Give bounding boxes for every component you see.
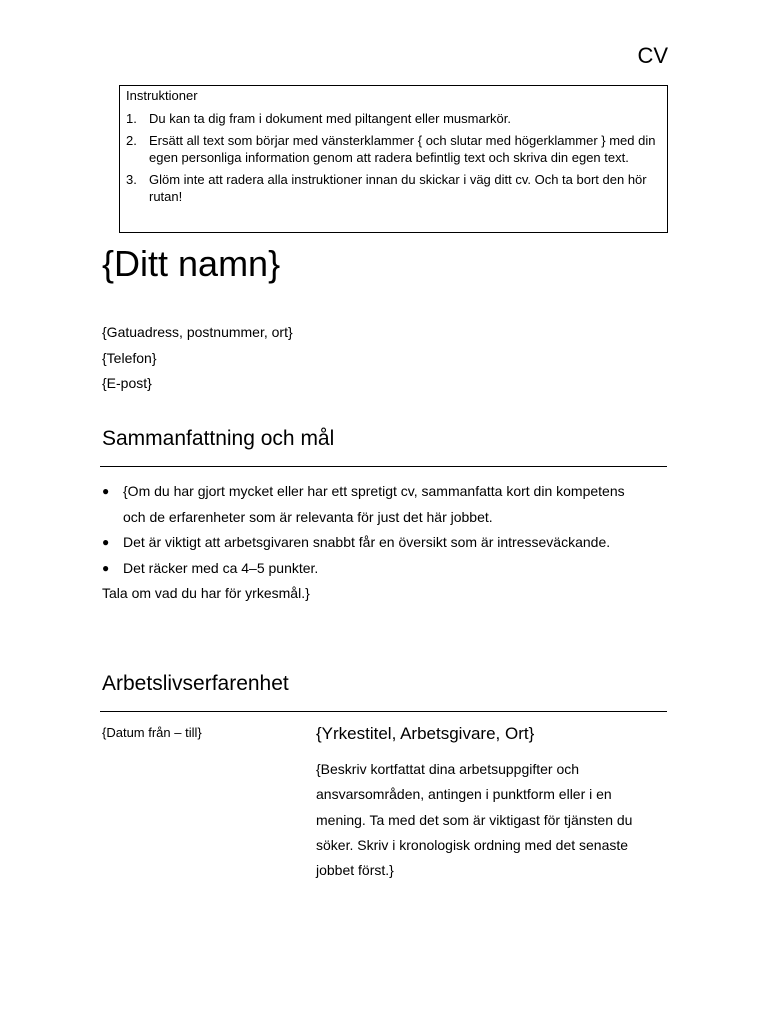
summary-bullet-text[interactable]: Det räcker med ca 4–5 punkter. — [123, 559, 319, 576]
instruction-item — [126, 171, 659, 205]
summary-divider — [100, 466, 667, 467]
instructions-box — [119, 85, 668, 233]
bullet-icon: ● — [102, 484, 110, 498]
cv-header-label: CV — [637, 43, 668, 68]
experience-description[interactable]: {Beskriv kortfattat dina arbetsuppgifter och ansvarsområden, antingen i punktform eller i en mening. Ta med det som är viktigast för tjänsten du söker. Skriv i kronologisk ordning med det senaste jobbet först.} — [316, 761, 633, 879]
instruction-item — [126, 132, 659, 166]
summary-bullet-text[interactable]: Det är viktigt att arbetsgivaren snabbt får en översikt som är intresseväckande. — [123, 534, 611, 550]
experience-divider — [100, 711, 667, 712]
instruction-number: 3. — [126, 172, 137, 187]
list-item — [102, 556, 642, 582]
summary-bullet-text[interactable]: {Om du har gjort mycket eller har ett spretigt cv, sammanfatta kort din kompetens och de erfarenheter som är relevanta för just det här jobbet. — [123, 483, 625, 525]
contact-phone[interactable]: {Telefon} — [102, 349, 157, 366]
contact-email[interactable]: {E-post} — [102, 375, 152, 391]
summary-section — [102, 479, 642, 607]
instructions-title: Instruktioner — [126, 88, 198, 103]
experience-date[interactable]: {Datum från – till} — [102, 725, 202, 740]
experience-heading: Arbetslivserfarenhet — [102, 672, 289, 695]
applicant-name[interactable]: {Ditt namn} — [102, 243, 281, 284]
instruction-number: 2. — [126, 133, 137, 148]
contact-block — [102, 320, 293, 397]
bullet-icon: ● — [102, 560, 110, 575]
instruction-text: Du kan ta dig fram i dokument med piltangent eller musmarkör. — [149, 111, 512, 126]
instruction-number: 1. — [126, 111, 137, 126]
summary-bullet-list — [102, 479, 642, 581]
instruction-item — [126, 110, 659, 127]
list-item — [102, 479, 642, 530]
experience-job-title[interactable]: {Yrkestitel, Arbetsgivare, Ort} — [316, 724, 535, 743]
instructions-list — [126, 110, 659, 205]
bullet-icon: ● — [102, 535, 110, 549]
summary-heading: Sammanfattning och mål — [102, 427, 335, 450]
summary-closing[interactable]: Tala om vad du har för yrkesmål.} — [102, 585, 310, 601]
list-item — [102, 530, 642, 556]
instruction-text: Glöm inte att radera alla instruktioner innan du skickar i väg ditt cv. Och ta bort den hör rutan! — [149, 172, 647, 204]
contact-address[interactable]: {Gatuadress, postnummer, ort} — [102, 324, 293, 340]
instruction-text: Ersätt all text som börjar med vänsterklammer { och slutar med högerklammer } med din egen personliga information genom att radera befintlig text och skriva din egen text. — [149, 133, 656, 165]
